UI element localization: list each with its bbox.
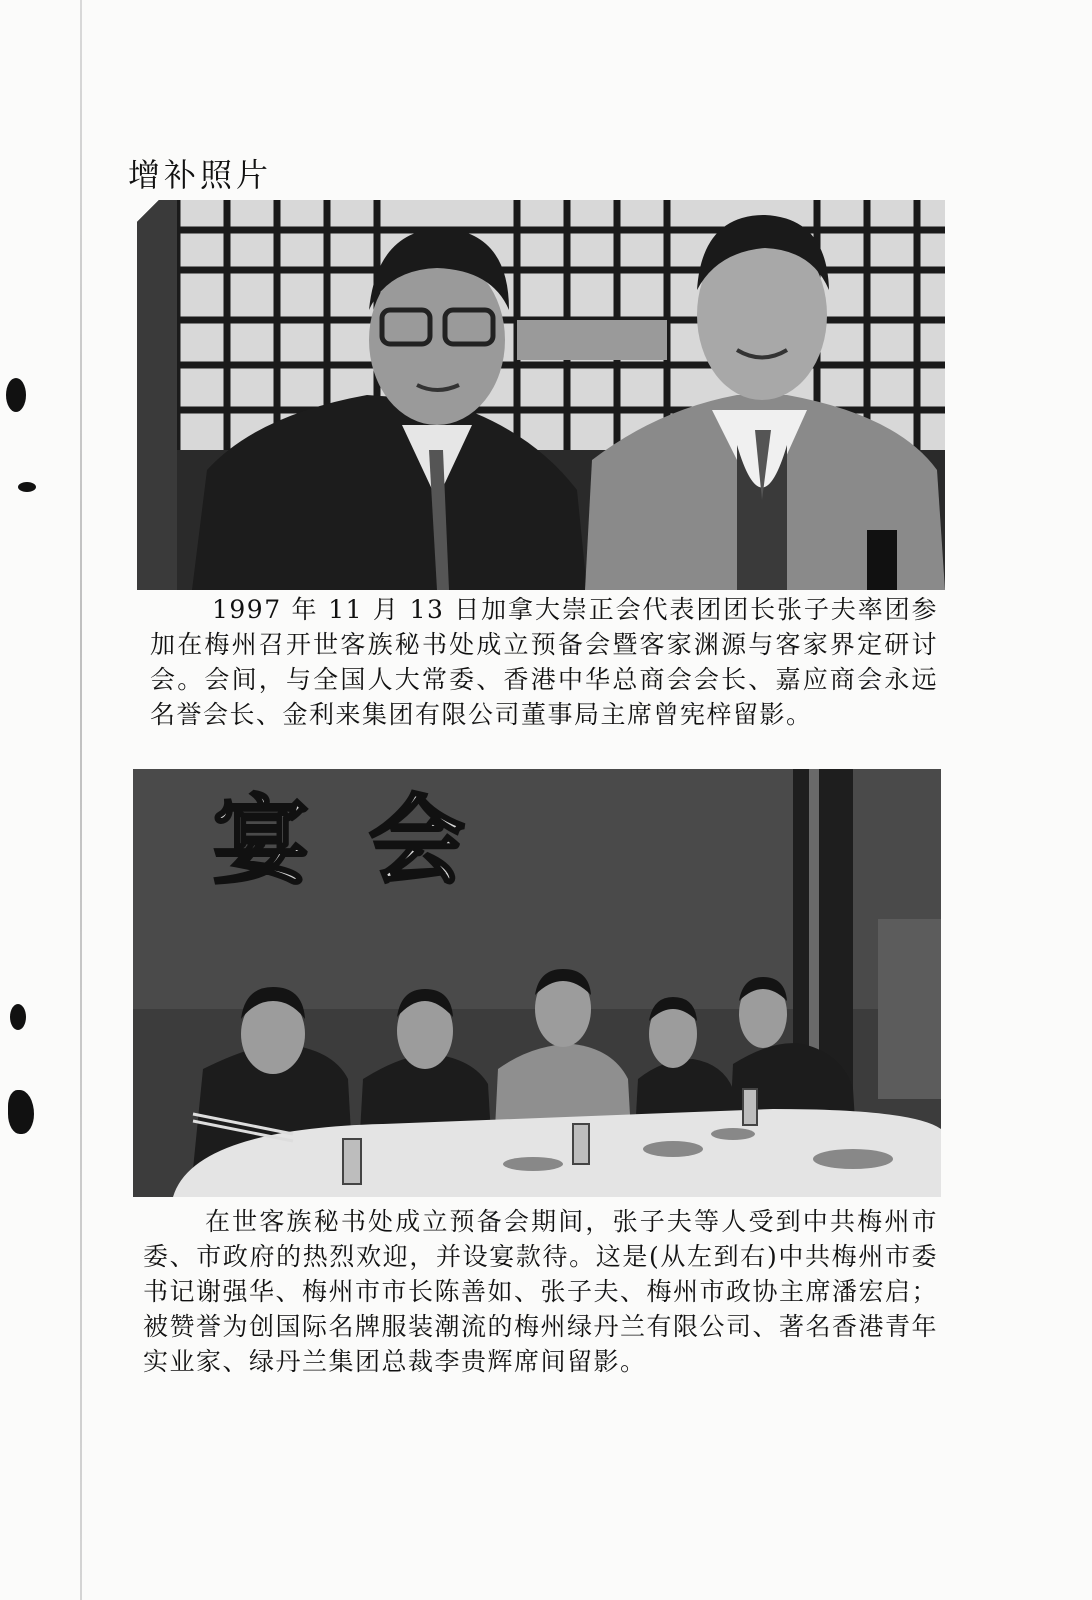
section-title: 增补照片 [128,156,273,194]
photo-banquet [133,769,941,1197]
banner-sign-text: 宴会 [213,785,525,897]
photo-caption: 在世客族秘书处成立预备会期间，张子夫等人受到中共梅州市委、市政府的热烈欢迎，并设宴款待。这是(从左到右)中共梅州市委书记谢强华、梅州市市长陈善如、张子夫、梅州市政协主席潘宏启；被赞誉为创国际名牌服装潮流的梅州绿丹兰有限公司、著名香港青年实业家、绿丹兰集团总裁李贵辉席间留影。 [143,1207,939,1376]
scan-blot [8,1090,34,1134]
scan-fold-line [80,0,82,1600]
photo-caption: 1997 年 11 月 13 日加拿大崇正会代表团团长张子夫率团参加在梅州召开世客族秘书处成立预备会暨客家渊源与客家界定研讨会。会间，与全国人大常委、香港中华总商会会长、嘉应商会永远名誉会长、金利来集团有限公司董事局主席曾宪梓留影。 [150,595,938,729]
scan-blot [18,482,36,492]
scan-blot [6,378,26,412]
scan-blot [10,1004,26,1030]
photo-two-men [137,200,945,590]
